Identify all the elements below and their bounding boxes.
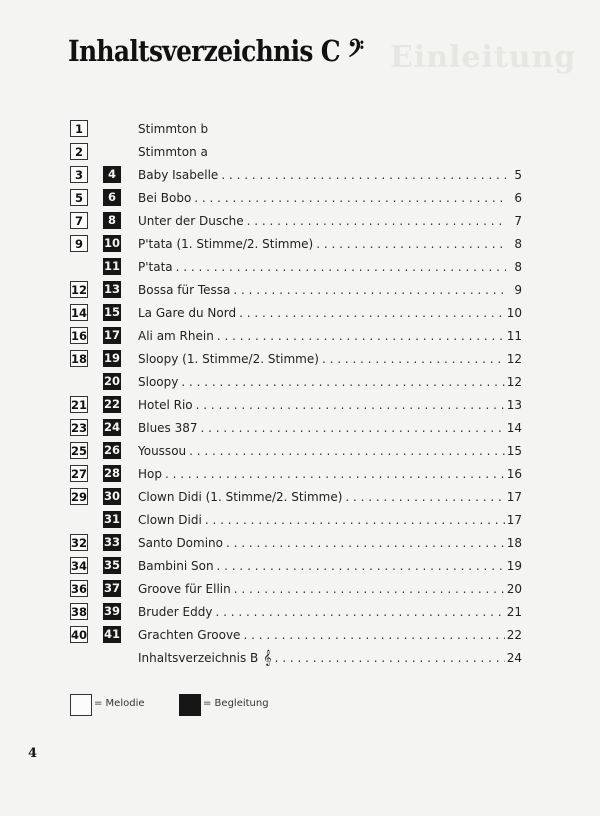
melody-track-number: 9	[70, 235, 88, 252]
accompaniment-track-number: 33	[103, 535, 120, 549]
accompaniment-track-number: 35	[103, 558, 120, 572]
melody-track-number: 14	[71, 306, 88, 320]
page-reference: 7	[514, 214, 522, 228]
page-title	[68, 34, 363, 69]
accompaniment-track-number: 6	[103, 189, 121, 206]
melody-track-number: 32	[71, 536, 88, 550]
toc-row	[70, 532, 522, 555]
song-title: Bruder Eddy	[138, 605, 213, 619]
toc-entry	[138, 256, 522, 279]
melody-track-number: 3	[70, 166, 88, 183]
page-reference: 8	[514, 260, 522, 274]
toc-entry	[138, 647, 522, 670]
song-title: Inhaltsverzeichnis B	[138, 651, 259, 665]
treble-clef-icon: 𝄞	[263, 650, 272, 666]
page-reference: 19	[506, 559, 522, 573]
song-title: Bossa für Tessa	[138, 283, 231, 297]
accompaniment-track-number: 41	[103, 627, 120, 641]
page-reference: 12	[506, 375, 522, 389]
melody-track-number: 1	[70, 120, 88, 137]
dot-leader	[345, 486, 504, 509]
toc-entry	[138, 486, 522, 509]
toc-row	[70, 601, 522, 624]
legend-melody-label: = Melodie	[94, 698, 145, 709]
toc-entry	[138, 624, 522, 647]
accompaniment-track-number: 17	[103, 328, 120, 342]
toc-row	[70, 555, 522, 578]
song-title: La Gare du Nord	[138, 306, 237, 320]
page-reference: 12	[506, 352, 522, 366]
toc-row	[70, 164, 522, 187]
table-of-contents	[70, 118, 522, 670]
toc-row	[70, 486, 522, 509]
accompaniment-track-number: 30	[103, 489, 120, 503]
song-title: Sloopy (1. Stimme/2. Stimme)	[138, 352, 319, 366]
toc-row	[70, 210, 522, 233]
toc-row	[70, 647, 522, 670]
dot-leader	[226, 532, 505, 555]
dot-leader	[215, 601, 504, 624]
song-title: P'tata	[138, 260, 173, 274]
bass-clef-icon: 𝄢	[347, 34, 364, 68]
toc-row	[70, 302, 522, 325]
toc-entry	[138, 555, 522, 578]
accompaniment-track-number: 37	[103, 581, 120, 595]
toc-entry	[138, 463, 522, 486]
accompaniment-track-number: 31	[103, 512, 120, 526]
toc-entry	[138, 325, 522, 348]
dot-leader	[316, 233, 506, 256]
page-reference: 14	[506, 421, 522, 435]
toc-entry	[138, 233, 522, 256]
toc-entry	[138, 302, 522, 325]
accompaniment-track-number: 15	[103, 305, 120, 319]
legend-melody-swatch	[70, 694, 92, 716]
dot-leader	[221, 164, 506, 187]
melody-track-number: 25	[71, 444, 88, 458]
song-title: Bambini Son	[138, 559, 214, 573]
dot-leader	[201, 417, 505, 440]
accompaniment-track-number: 22	[103, 397, 120, 411]
song-title: Hop	[138, 467, 162, 481]
toc-row	[70, 578, 522, 601]
toc-row	[70, 463, 522, 486]
toc-entry	[138, 578, 522, 601]
song-title: P'tata (1. Stimme/2. Stimme)	[138, 237, 314, 251]
dot-leader	[322, 348, 505, 371]
legend-accompaniment-swatch	[179, 694, 201, 716]
legend	[70, 694, 370, 718]
toc-row	[70, 141, 522, 164]
page-reference: 10	[506, 306, 522, 320]
dot-leader	[233, 279, 506, 302]
dot-leader	[247, 210, 506, 233]
page-reference: 5	[514, 168, 522, 182]
page-reference: 9	[514, 283, 522, 297]
toc-entry	[138, 141, 522, 164]
toc-entry	[138, 279, 522, 302]
melody-track-number: 29	[71, 490, 88, 504]
melody-track-number: 27	[71, 467, 88, 481]
melody-track-number: 12	[71, 283, 88, 297]
toc-row	[70, 348, 522, 371]
page-reference: 16	[506, 467, 522, 481]
accompaniment-track-number: 4	[103, 166, 121, 183]
accompaniment-track-number: 13	[103, 282, 120, 296]
toc-entry	[138, 210, 522, 233]
dot-leader	[165, 463, 505, 486]
accompaniment-track-number: 39	[103, 604, 120, 618]
song-title: Bei Bobo	[138, 191, 192, 205]
page-reference: 18	[506, 536, 522, 550]
melody-track-number: 34	[71, 559, 88, 573]
song-title: Stimmton a	[138, 145, 208, 159]
toc-entry	[138, 440, 522, 463]
accompaniment-track-number: 19	[103, 351, 120, 365]
toc-entry	[138, 394, 522, 417]
song-title: Santo Domino	[138, 536, 223, 550]
toc-entry	[138, 601, 522, 624]
page-reference: 6	[514, 191, 522, 205]
page-reference: 11	[506, 329, 522, 343]
page-title-text: Inhaltsverzeichnis C	[68, 34, 340, 68]
toc-entry	[138, 509, 522, 532]
melody-track-number: 21	[71, 398, 88, 412]
song-title: Grachten Groove	[138, 628, 241, 642]
toc-row	[70, 256, 522, 279]
toc-row	[70, 187, 522, 210]
toc-row	[70, 624, 522, 647]
page-reference: 21	[506, 605, 522, 619]
accompaniment-track-number: 26	[103, 443, 120, 457]
page-reference: 24	[506, 651, 522, 665]
accompaniment-track-number: 24	[103, 420, 120, 434]
song-title: Hotel Rio	[138, 398, 193, 412]
melody-track-number: 38	[71, 605, 88, 619]
toc-entry	[138, 371, 522, 394]
dot-leader	[275, 647, 505, 670]
toc-row	[70, 233, 522, 256]
melody-track-number: 36	[71, 582, 88, 596]
melody-track-number: 2	[70, 143, 88, 160]
dot-leader	[234, 578, 505, 601]
page-reference: 13	[506, 398, 522, 412]
dot-leader	[194, 187, 506, 210]
dot-leader	[239, 302, 505, 325]
accompaniment-track-number: 20	[103, 374, 120, 388]
toc-entry	[138, 417, 522, 440]
page-reference: 22	[506, 628, 522, 642]
toc-row	[70, 279, 522, 302]
toc-row	[70, 417, 522, 440]
toc-entry	[138, 187, 522, 210]
page-reference: 17	[506, 490, 522, 504]
song-title: Ali am Rhein	[138, 329, 214, 343]
dot-leader	[176, 256, 506, 279]
toc-row	[70, 371, 522, 394]
dot-leader	[217, 555, 505, 578]
toc-row	[70, 394, 522, 417]
toc-row	[70, 509, 522, 532]
song-title: Sloopy	[138, 375, 179, 389]
toc-entry	[138, 164, 522, 187]
song-title: Unter der Dusche	[138, 214, 244, 228]
song-title: Blues 387	[138, 421, 198, 435]
toc-row	[70, 118, 522, 141]
page-reference: 17	[506, 513, 522, 527]
song-title: Groove für Ellin	[138, 582, 231, 596]
accompaniment-track-number: 10	[103, 236, 120, 250]
accompaniment-track-number: 28	[103, 466, 120, 480]
song-title: Baby Isabelle	[138, 168, 219, 182]
background-heading-show-through: Einleitung	[390, 40, 577, 75]
legend-accompaniment-label: = Begleitung	[203, 698, 269, 709]
toc-entry	[138, 532, 522, 555]
melody-track-number: 16	[71, 329, 88, 343]
toc-row	[70, 440, 522, 463]
accompaniment-track-number: 8	[103, 212, 121, 229]
page-number: 4	[28, 746, 38, 761]
accompaniment-track-number: 11	[103, 259, 120, 273]
page-reference: 8	[514, 237, 522, 251]
song-title: Youssou	[138, 444, 187, 458]
page-reference: 15	[506, 444, 522, 458]
toc-entry	[138, 118, 522, 141]
song-title: Clown Didi (1. Stimme/2. Stimme)	[138, 490, 343, 504]
toc-entry	[138, 348, 522, 371]
melody-track-number: 7	[70, 212, 88, 229]
melody-track-number: 18	[71, 352, 88, 366]
melody-track-number: 5	[70, 189, 88, 206]
dot-leader	[217, 325, 505, 348]
page-reference: 20	[506, 582, 522, 596]
dot-leader	[205, 509, 505, 532]
song-title: Clown Didi	[138, 513, 202, 527]
dot-leader	[189, 440, 505, 463]
dot-leader	[181, 371, 504, 394]
toc-row	[70, 325, 522, 348]
dot-leader	[243, 624, 504, 647]
melody-track-number: 40	[71, 628, 88, 642]
melody-track-number: 23	[71, 421, 88, 435]
dot-leader	[196, 394, 505, 417]
song-title: Stimmton b	[138, 122, 209, 136]
